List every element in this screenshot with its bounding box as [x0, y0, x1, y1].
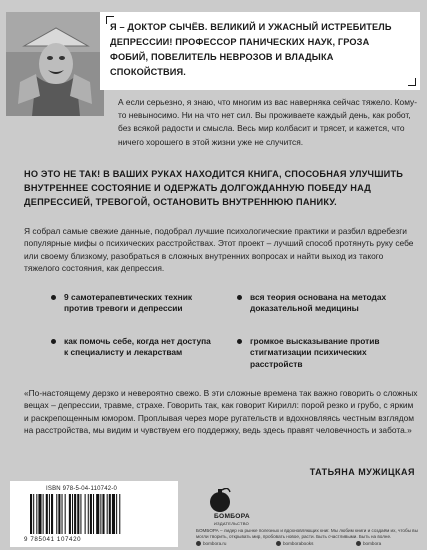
website-link[interactable]: bombora.ru	[196, 541, 227, 546]
barcode-bar	[56, 494, 57, 534]
barcode-bar	[107, 494, 108, 534]
feature-list	[44, 292, 414, 376]
isbn-text: ISBN 978-5-04-110742-0	[46, 486, 117, 492]
barcode-bar	[112, 494, 115, 534]
barcode-bar	[46, 494, 48, 534]
barcode-bar	[69, 494, 71, 534]
barcode-panel	[10, 481, 178, 547]
barcode-bar	[36, 494, 37, 534]
feature-text: как помочь себе, когда нет доступа к специалисту и лекарствам	[64, 336, 211, 358]
barcode-bar	[119, 494, 120, 534]
feature-text: громкое высказывание против стигматизации психических расстройств	[250, 336, 380, 369]
body-text: Я собрал самые свежие данные, подобрал лучшие психологические практики и разбил вдребезги популярные мифы о психических расстройствах. Этот проект – лучший способ протянуть руку себе или своему близкому, разобраться в сложных внутренних вопросах и найти выход из такого тяжелого состояния, как депрессия.	[24, 226, 414, 274]
barcode-bar	[58, 494, 60, 534]
barcode-bar	[109, 494, 111, 534]
author-photo	[6, 12, 104, 116]
barcode-number: 9 785041 107420	[24, 536, 82, 543]
social-link[interactable]: bomborabooks	[276, 541, 313, 546]
barcode-bar	[96, 494, 99, 534]
barcode-bar	[51, 494, 53, 534]
globe-icon	[196, 541, 201, 546]
publisher-subtitle: ИЗДАТЕЛЬСТВО	[214, 521, 250, 526]
bullet-dot-icon	[51, 339, 56, 344]
barcode-bar	[77, 494, 79, 534]
intro-text: А если серьезно, я знаю, что многим из вас наверняка сейчас тяжело. Кому-то невыносимо. Ни на что нет сил. Вы проживаете каждый день, как робот, без всякой радости и смысла. Весь мир колбасит и трясет, и кажется, что ничего хорошего в этой жизни уже не случится.	[118, 97, 418, 147]
review-author: ТАТЬЯНА МУЖИЦКАЯ	[309, 467, 415, 477]
social-network-icon	[276, 541, 281, 546]
barcode-bar	[43, 494, 44, 534]
headline: НО ЭТО НЕ ТАК! В ВАШИХ РУКАХ НАХОДИТСЯ КНИГА, СПОСОБНАЯ УЛУЧШИТЬ ВНУТРЕННЕЕ СОСТОЯНИЕ И ОДЕРЖАТЬ ДОЛГОЖДАННУЮ ПОБЕДУ НАД ДЕПРЕССИЕЙ, ТРЕВОГОЙ, ОСТАНОВИТЬ ВНУТРЕННЮЮ ПАНИКУ.	[24, 169, 404, 207]
barcode-bar	[33, 494, 34, 534]
publisher-name: БОМБОРА	[214, 513, 250, 520]
feature-item	[250, 336, 400, 370]
barcode-bar	[72, 494, 73, 534]
barcode-bar	[80, 494, 81, 534]
feature-item	[250, 292, 400, 315]
quote-corner-bottom-right	[408, 78, 416, 86]
review-quote: «По-настоящему дерзко и невероятно свежо. В эти сложные времена так важно говорить о сложных вещах – депрессии, травме, страхе. Говорить так, как говорит Кирилл: порой резко и грубо, с ярким и раскрепощенным юмором. Проплывая через море ругательств и вдохновляясь честным взглядом на расстройства, мы видим и чувствуем его поддержку, ведь здесь правят человечность и забота.»	[24, 388, 418, 436]
barcode-bar	[88, 494, 89, 534]
barcode-bar	[62, 494, 63, 534]
barcode-bar	[74, 494, 76, 534]
publisher-description: БОМБОРА – лидер на рынке полезных и вдохновляющих книг. Мы любим книги и создаём их, чтобы вы могли творить, открывать мир, пробовать новое, расти. Быть счастливыми. Быть на волне.	[196, 528, 418, 539]
bullet-dot-icon	[237, 295, 242, 300]
social-network-icon	[356, 541, 361, 546]
barcode-bar	[85, 494, 86, 534]
barcode-icon	[30, 494, 160, 534]
author-section	[0, 0, 427, 156]
barcode-bar	[116, 494, 117, 534]
barcode-bar	[90, 494, 92, 534]
barcode-bar	[100, 494, 101, 534]
publisher-links	[196, 541, 422, 549]
barcode-bar	[30, 494, 32, 534]
author-quote: Я – ДОКТОР СЫЧЁВ. ВЕЛИКИЙ И УЖАСНЫЙ ИСТРЕБИТЕЛЬ ДЕПРЕССИИ! ПРОФЕССОР ПАНИЧЕСКИХ НАУК, ГРОЗА ФОБИЙ, ПОВЕЛИТЕЛЬ НЕВРОЗОВ И ВЛАДЫКА СПОКОЙСТВИЯ.	[110, 22, 392, 77]
feature-text: вся теория основана на методах доказательной медицины	[250, 292, 387, 314]
barcode-bar	[49, 494, 50, 534]
author-quote-box	[100, 12, 420, 90]
feature-text: 9 самотерапевтических техник против тревоги и депрессии	[64, 292, 193, 314]
bullet-dot-icon	[237, 339, 242, 344]
barcode-bar	[65, 494, 66, 534]
barcode-bar	[38, 494, 41, 534]
feature-item	[64, 292, 204, 315]
feature-item	[64, 336, 214, 359]
quote-corner-top-left	[106, 16, 114, 24]
barcode-bar	[93, 494, 94, 534]
bullet-dot-icon	[51, 295, 56, 300]
social-link[interactable]: bombora	[356, 541, 381, 546]
barcode-bar	[102, 494, 104, 534]
